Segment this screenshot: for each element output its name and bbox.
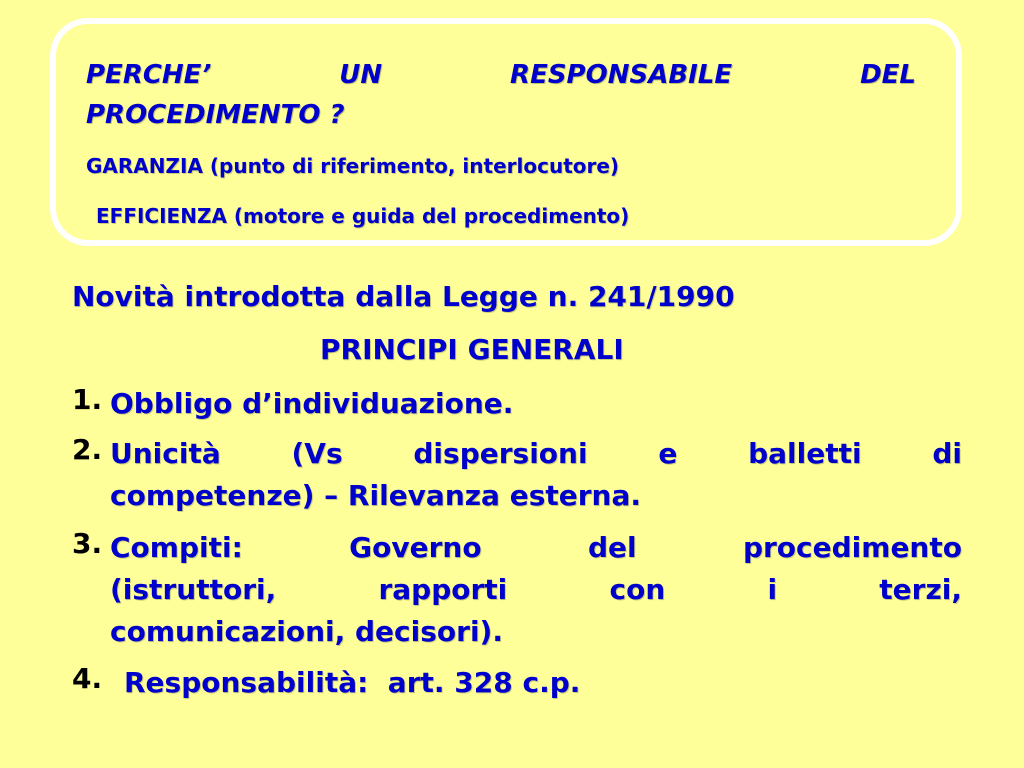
list-line <box>72 611 962 653</box>
list-item-3 <box>72 527 962 653</box>
list-item-1 <box>72 383 962 425</box>
list-word: rapporti <box>378 573 508 606</box>
list-item-4 <box>72 662 962 704</box>
list-item-2 <box>72 433 962 517</box>
list-text: comunicazioni, decisori). <box>110 615 503 648</box>
list-line <box>72 662 962 704</box>
list-word: Unicità <box>110 437 221 470</box>
list-number: 3. <box>72 527 103 560</box>
list-word: Compiti: <box>110 531 243 564</box>
list-word: balletti <box>748 437 862 470</box>
title-line-2: PROCEDIMENTO ? <box>86 100 345 130</box>
list-word: e <box>658 437 678 470</box>
list-line <box>72 383 962 425</box>
list-text: competenze) – Rilevanza esterna. <box>110 479 642 512</box>
list-text: Responsabilità: art. 328 c.p. <box>124 666 581 699</box>
list-number: 1. <box>72 383 103 416</box>
subtitle-garanzia: GARANZIA (punto di riferimento, interlocutore) <box>86 154 620 178</box>
list-line <box>72 433 962 475</box>
list-word: dispersioni <box>413 437 588 470</box>
title-line-1 <box>86 60 916 90</box>
list-number: 4. <box>72 662 103 695</box>
title-box <box>50 18 962 246</box>
subtitle-efficienza: EFFICIENZA (motore e guida del procedimento) <box>96 204 630 228</box>
title-word: UN <box>339 60 383 90</box>
list-number: 2. <box>72 433 103 466</box>
list-word: di <box>932 437 962 470</box>
list-word: Governo <box>349 531 482 564</box>
title-word: RESPONSABILE <box>510 60 733 90</box>
list-line <box>72 475 962 517</box>
list-line <box>72 527 962 569</box>
principles-heading: PRINCIPI GENERALI <box>320 333 624 366</box>
list-word: terzi, <box>879 573 962 606</box>
list-word: i <box>767 573 778 606</box>
list-word: (istruttori, <box>110 573 277 606</box>
intro-text: Novità introdotta dalla Legge n. 241/1990 <box>72 280 735 313</box>
title-word: PERCHE’ <box>86 60 212 90</box>
list-word: con <box>609 573 666 606</box>
list-word: del <box>587 531 637 564</box>
list-word: (Vs <box>291 437 343 470</box>
list-word: procedimento <box>742 531 962 564</box>
list-text: Obbligo d’individuazione. <box>110 387 514 420</box>
title-word: DEL <box>860 60 916 90</box>
list-line <box>72 569 962 611</box>
